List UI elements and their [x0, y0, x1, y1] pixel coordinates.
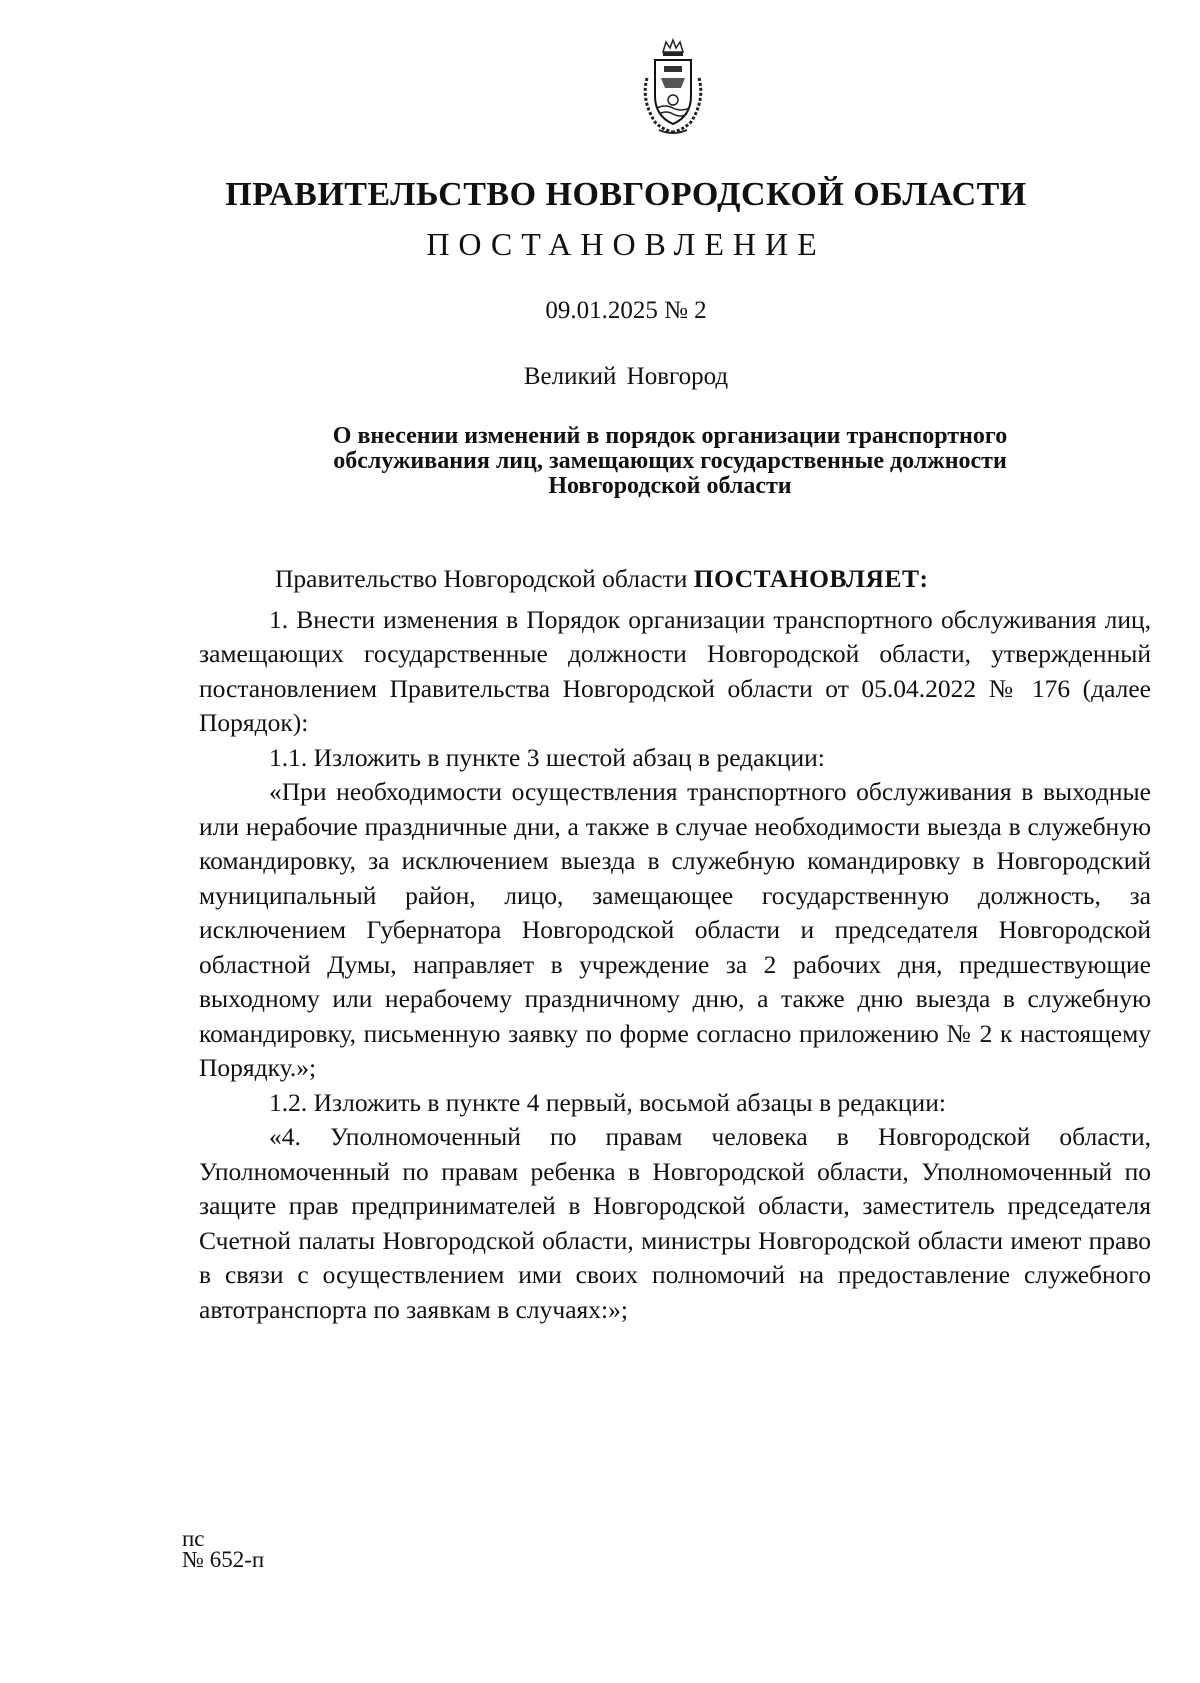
paragraph: 1.2. Изложить в пункте 4 первый, восьмой абзацы в редакции:: [269, 1087, 946, 1117]
resolution-lead: [199, 562, 1151, 597]
document-date-number: 09.01.2025 № 2: [545, 297, 707, 324]
document-subject: [260, 424, 1080, 499]
subject-line: Новгородской области: [548, 473, 792, 499]
document-footer: [182, 1528, 264, 1570]
document-type: ПОСТАНОВЛЕНИЕ: [426, 226, 826, 262]
paragraph: 1.1. Изложить в пункте 3 шестой абзац в редакции:: [269, 742, 825, 772]
lead-keyword: ПОСТАНОВЛЯЕТ:: [693, 564, 929, 593]
document-body: [199, 562, 1151, 1327]
paragraph: «При необходимости осуществления транспортного обслуживания в выходные или нерабочие праздничные дни, а также в случае необходимости выезда в служебную командировку, за исключением выезда в служебную командировку в Новгородский муниципальный район, лицо, замещающее государственную должность, за исключением Губернатора Новгородской области и председателя Новгородской областной Думы, направляет в учреждение за 2 рабочих дня, предшествующие выходному или нерабочему праздничному дню, а также дню выезда в служебную командировку, письменную заявку по форме согласно приложению № 2 к настоящему Порядку.»;: [199, 777, 1151, 1082]
lead-text: Правительство Новгородской области: [275, 564, 694, 593]
coat-of-arms-emblem: [633, 38, 713, 138]
document-place: Великий Новгород: [523, 363, 729, 390]
subject-line: обслуживания лиц, замещающих государственные должности: [333, 448, 1007, 474]
paragraph: «4. Уполномоченный по правам человека в Новгородской области, Уполномоченный по правам ребенка в Новгородской области, Уполномоченный по защите прав предпринимателей в Новгородской области, заместитель председателя Счетной палаты Новгородской области, министры Новгородской области имеют право в связи с осуществлением ими своих полномочий на предоставление служебного автотранспорта по заявкам в случаях:»;: [199, 1122, 1151, 1324]
footer-number: № 652-п: [182, 1547, 265, 1572]
footer-code: пс: [182, 1526, 205, 1551]
paragraph: 1. Внести изменения в Порядок организации транспортного обслуживания лиц, замещающих государственные должности Новгородской области, утвержденный постановлением Правительства Новгородской области от 05.04.2022 № 176 (далее Порядок):: [199, 604, 1151, 737]
organization-title: ПРАВИТЕЛЬСТВО НОВГОРОДСКОЙ ОБЛАСТИ: [225, 176, 1027, 213]
subject-line: О внесении изменений в порядок организации транспортного: [332, 423, 1008, 449]
